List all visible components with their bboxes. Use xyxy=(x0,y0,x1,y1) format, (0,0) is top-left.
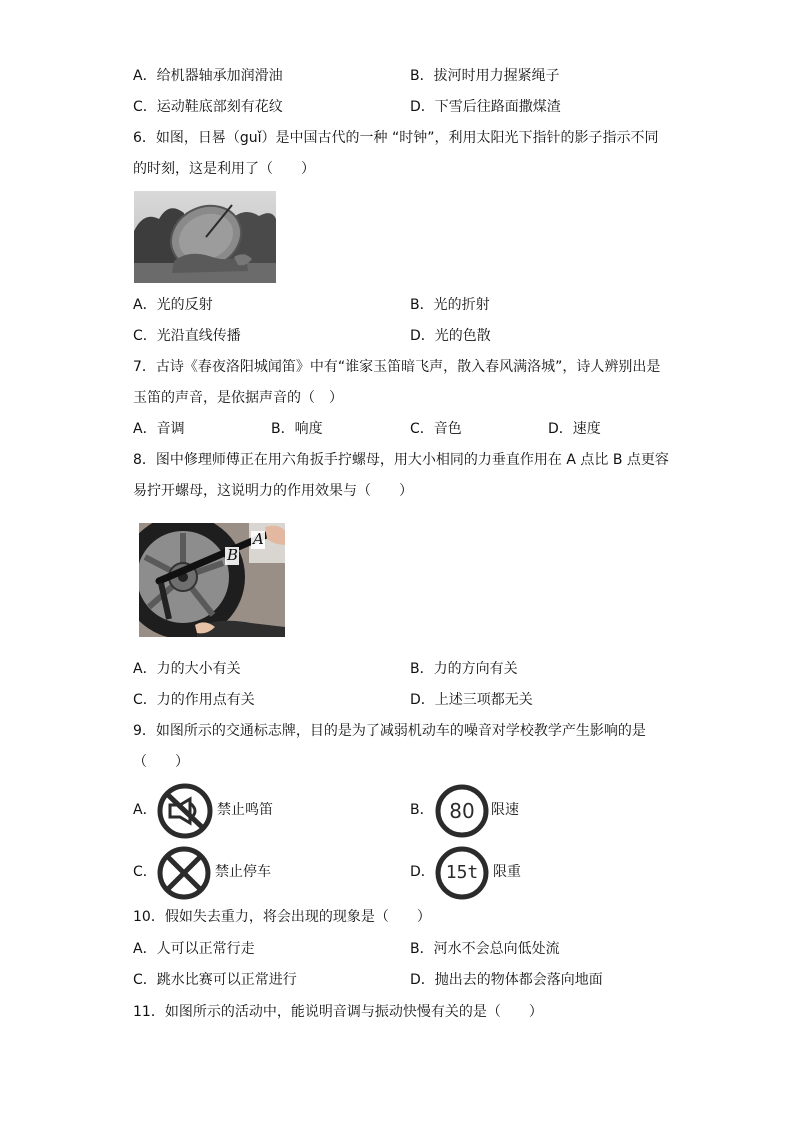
no-horn-sign-icon xyxy=(156,783,214,839)
q6-option-b: B．光的折射 xyxy=(410,297,490,313)
q9-option-a-letter: A． xyxy=(133,802,157,818)
q5-option-d: D．下雪后往路面撒煤渣 xyxy=(410,99,561,115)
wrench-photo xyxy=(139,523,285,637)
q7-option-b: B．响度 xyxy=(271,421,323,437)
q6-option-c: C．光沿直线传播 xyxy=(133,328,241,344)
q9-stem-line1: 9．如图所示的交通标志牌，目的是为了减弱机动车的噪音对学校教学产生影响的是 xyxy=(133,723,646,739)
q9-option-b-label: 限速 xyxy=(491,802,519,818)
no-parking-sign-icon xyxy=(156,845,212,901)
q9-option-b-letter: B． xyxy=(410,802,434,818)
q6-option-a: A．光的反射 xyxy=(133,297,213,313)
q9-option-d-letter: D． xyxy=(410,864,435,880)
q9-option-a-label: 禁止鸣笛 xyxy=(217,802,273,818)
q6-stem-line1: 6．如图，日晷（guǐ）是中国古代的一种 “时钟”，利用太阳光下指针的影子指示不同 xyxy=(133,130,659,146)
q10-option-c: C．跳水比赛可以正常进行 xyxy=(133,972,297,988)
q7-option-a: A．音调 xyxy=(133,421,185,437)
sundial-photo xyxy=(134,191,276,283)
q8-stem-line2: 易拧开螺母，这说明力的作用效果与（ ） xyxy=(133,483,413,499)
weight-limit-value: 15t xyxy=(445,862,479,883)
q9-stem-line2: （ ） xyxy=(133,754,189,770)
q7-option-c: C．音色 xyxy=(410,421,462,437)
q10-option-a: A．人可以正常行走 xyxy=(133,941,255,957)
q8-option-a: A．力的大小有关 xyxy=(133,661,241,677)
q8-option-c: C．力的作用点有关 xyxy=(133,692,255,708)
q11-stem-line1: 11．如图所示的活动中，能说明音调与振动快慢有关的是（ ） xyxy=(133,1004,543,1020)
q8-option-d: D．上述三项都无关 xyxy=(410,692,533,708)
q10-option-b: B．河水不会总向低处流 xyxy=(410,941,560,957)
q7-stem-line1: 7．古诗《春夜洛阳城闻笛》中有“谁家玉笛暗飞声，散入春风满洛城”，诗人辨别出是 xyxy=(133,359,661,375)
speed-limit-value: 80 xyxy=(449,799,475,823)
q8-stem-line1: 8．图中修理师傅正在用六角扳手拧螺母，用大小相同的力垂直作用在 A 点比 B 点更容 xyxy=(133,452,669,468)
q8-option-b: B．力的方向有关 xyxy=(410,661,518,677)
q6-option-d: D．光的色散 xyxy=(410,328,491,344)
point-a-label: A xyxy=(253,530,264,548)
q5-option-c: C．运动鞋底部刻有花纹 xyxy=(133,99,283,115)
q6-stem-line2: 的时刻，这是利用了（ ） xyxy=(133,161,315,177)
q9-option-c-label: 禁止停车 xyxy=(215,864,271,880)
speed-limit-sign-icon xyxy=(434,783,490,839)
q7-stem-line2: 玉笛的声音，是依据声音的（ ） xyxy=(133,390,343,406)
q10-stem-line1: 10．假如失去重力，将会出现的现象是（ ） xyxy=(133,909,431,925)
q9-option-d-label: 限重 xyxy=(493,864,521,880)
q9-option-c-letter: C． xyxy=(133,864,157,880)
q5-option-b: B．拔河时用力握紧绳子 xyxy=(410,68,560,84)
q7-option-d: D．速度 xyxy=(548,421,601,437)
q10-option-d: D．抛出去的物体都会落向地面 xyxy=(410,972,603,988)
weight-limit-sign-icon xyxy=(434,845,490,901)
point-b-label: B xyxy=(227,546,239,564)
q5-option-a: A．给机器轴承加润滑油 xyxy=(133,68,283,84)
